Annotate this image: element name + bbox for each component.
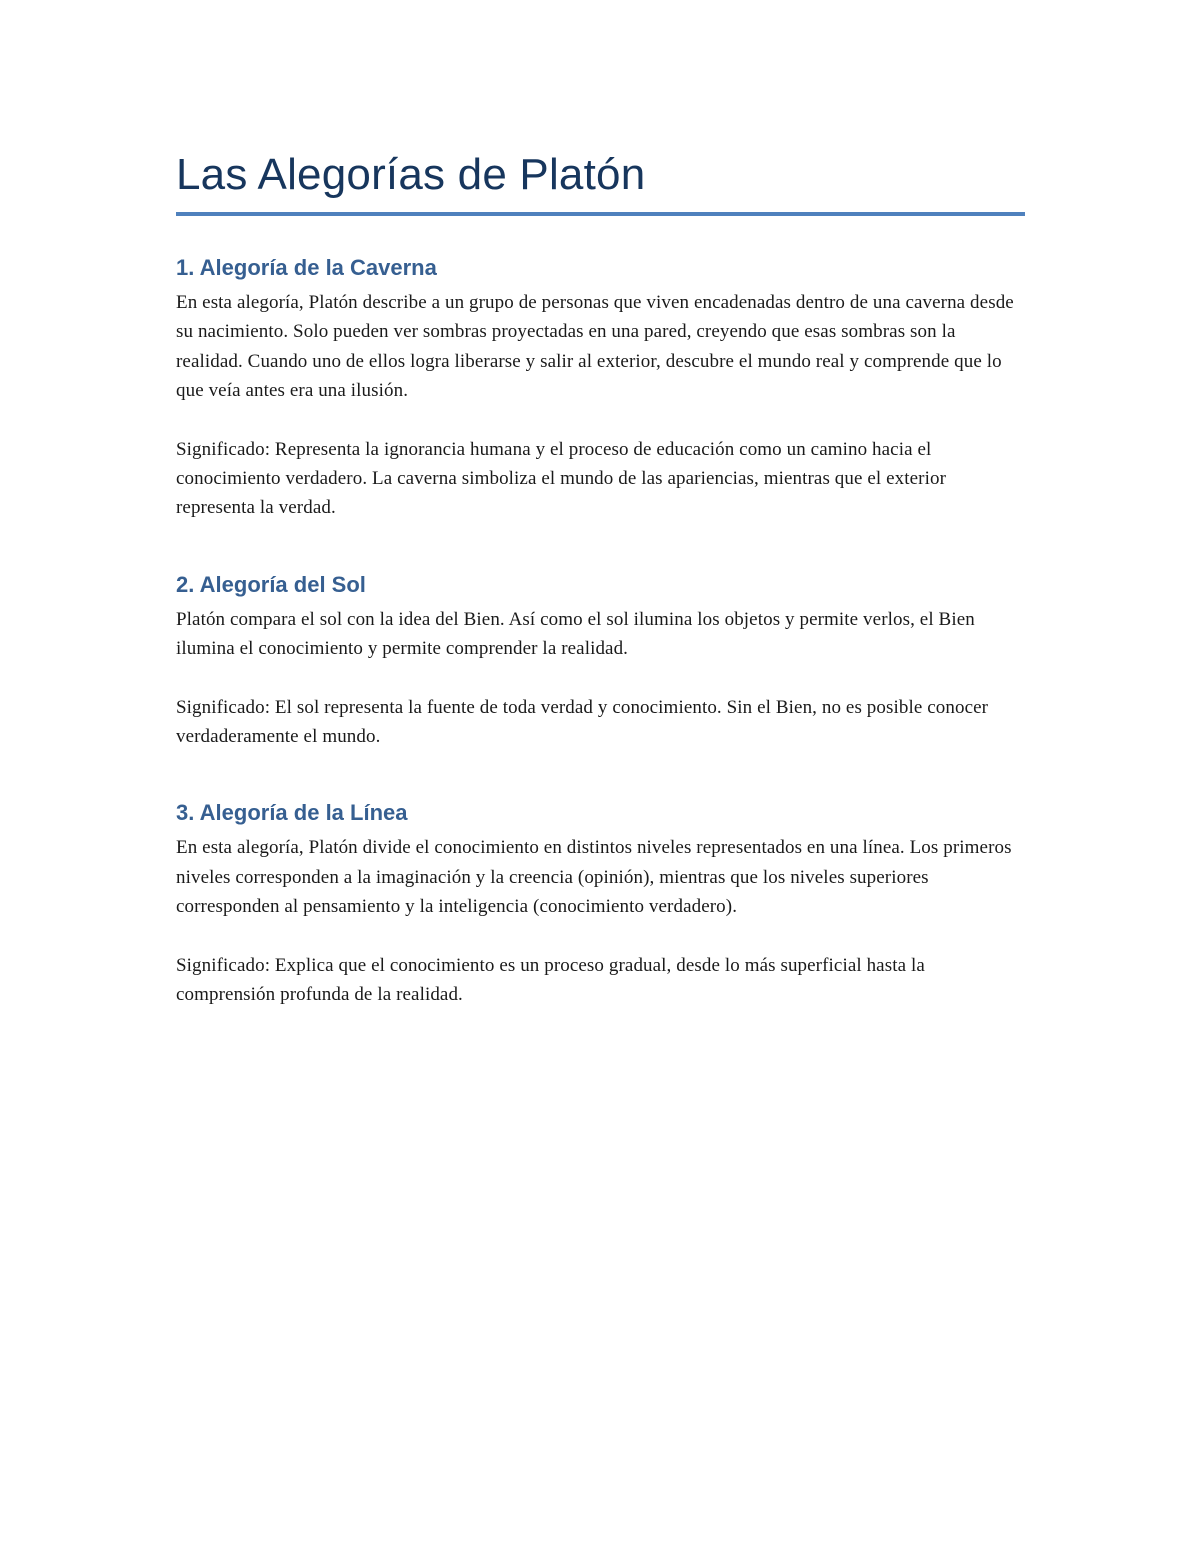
document-title: Las Alegorías de Platón [176,150,646,199]
section-heading: 1. Alegoría de la Caverna [176,255,437,280]
section-caverna [176,252,1026,523]
section-meaning-paragraph: Significado: Representa la ignorancia humana y el proceso de educación como un camino hacia el conocimiento verdadero. La caverna simboliza el mundo de las apariencias, mientras que el exterior representa la verdad. [176,438,947,519]
section-paragraph: En esta alegoría, Platón describe a un grupo de personas que viven encadenadas dentro de una caverna desde su nacimiento. Solo pueden ver sombras proyectadas en una pared, creyendo que esas sombras son la realidad. Cuando uno de ellos logra liberarse y salir al exterior, descubre el mundo real y comprende que lo que veía antes era una ilusión. [176,292,1014,402]
section-meaning-paragraph: Significado: Explica que el conocimiento es un proceso gradual, desde lo más superficial hasta la comprensión profunda de la realidad. [176,954,925,1006]
section-linea [176,797,1026,1009]
document-content [176,146,1026,1010]
section-paragraph: Platón compara el sol con la idea del Bien. Así como el sol ilumina los objetos y permite verlos, el Bien ilumina el conocimiento y permite comprender la realidad. [176,608,975,660]
section-meaning-paragraph: Significado: El sol representa la fuente de toda verdad y conocimiento. Sin el Bien, no es posible conocer verdaderamente el mundo. [176,696,989,748]
section-heading: 2. Alegoría del Sol [176,571,366,597]
section-paragraph: En esta alegoría, Platón divide el conocimiento en distintos niveles representados en una línea. Los primeros niveles corresponden a la imaginación y la creencia (opinión), mientras que los niveles superiores corresponden al pensamiento y la inteligencia (conocimiento verdadero). [176,837,1012,918]
section-sol [176,569,1026,752]
title-underline-rule [176,212,1025,216]
section-heading: 3. Alegoría de la Línea [176,800,408,826]
